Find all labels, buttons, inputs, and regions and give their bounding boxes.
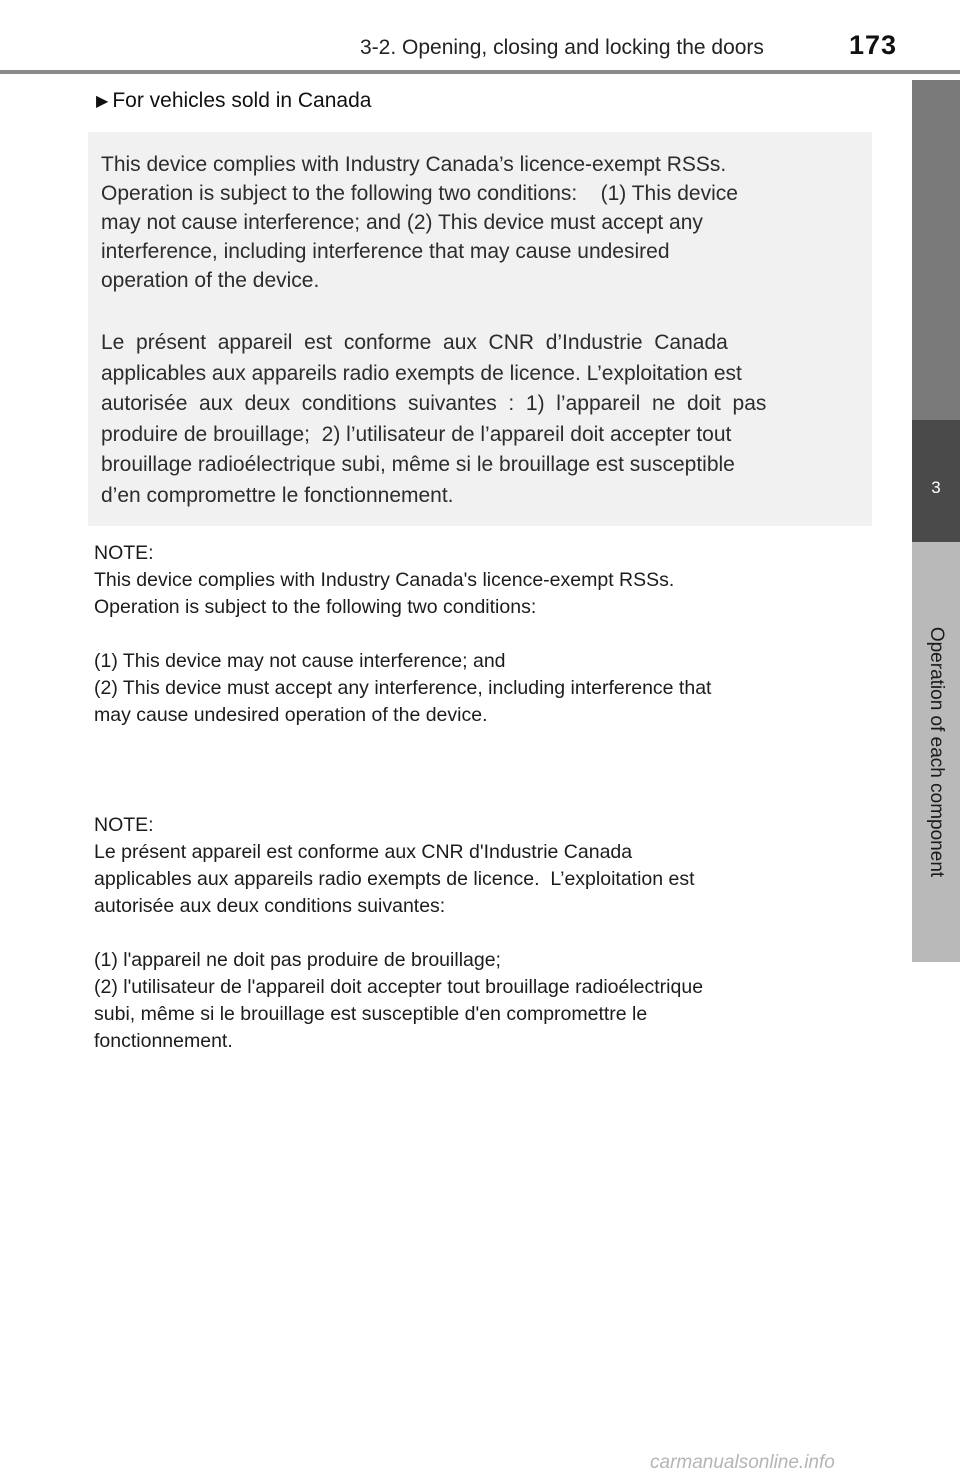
- triangle-right-icon: ▶: [96, 93, 109, 110]
- note-line: (1) l'appareil ne doit pas produire de brouillage;: [94, 949, 501, 971]
- label-line: brouillage radioélectrique subi, même si le brouillage est susceptible: [101, 453, 735, 476]
- label-line: autorisée aux deux conditions suivantes : 1) l’appareil ne doit pas: [101, 392, 767, 415]
- watermark: carmanualsonline.info: [650, 1452, 835, 1473]
- note-line: subi, même si le brouillage est susceptible d'en compromettre le: [94, 1003, 648, 1025]
- section-heading-text: For vehicles sold in Canada: [112, 89, 372, 112]
- note-line: (2) l'utilisateur de l'appareil doit accepter tout brouillage radioélectrique: [94, 976, 704, 998]
- label-line: produire de brouillage; 2) l’utilisateur de l’appareil doit accepter tout: [101, 422, 732, 446]
- side-tab-upper-band: [912, 80, 960, 420]
- note-blank-line: [94, 621, 854, 648]
- note-line: fonctionnement.: [94, 1030, 233, 1052]
- header-section-title: 3-2. Opening, closing and locking the doors: [360, 36, 764, 59]
- note-line: Le présent appareil est conforme aux CNR d'Industrie Canada: [94, 841, 633, 863]
- label-french-text: [101, 328, 831, 511]
- note-english: [94, 540, 854, 729]
- label-line: This device complies with Industry Canada’s licence-exempt RSSs.: [101, 153, 727, 176]
- chapter-number: 3: [931, 478, 941, 497]
- note-line: applicables aux appareils radio exempts de licence. L’exploitation est: [94, 868, 695, 890]
- chapter-title: Operation of each component: [926, 626, 947, 878]
- note-heading: NOTE:: [94, 542, 154, 564]
- note-line: Operation is subject to the following two conditions:: [94, 596, 537, 618]
- label-line: d’en compromettre le fonctionnement.: [101, 483, 454, 507]
- note-line: autorisée aux deux conditions suivantes:: [94, 895, 446, 917]
- page-number: 173: [849, 30, 898, 60]
- note-french: [94, 812, 854, 1055]
- note-heading: NOTE:: [94, 814, 154, 836]
- label-line: applicables aux appareils radio exempts de licence. L’exploitation est: [101, 361, 742, 385]
- label-line: operation of the device.: [101, 269, 320, 292]
- label-line: Operation is subject to the following two conditions: (1) This device: [101, 182, 738, 205]
- note-blank-line: [94, 920, 854, 947]
- header-divider: [0, 70, 960, 74]
- label-english-text: [101, 150, 831, 295]
- note-line: may cause undesired operation of the device.: [94, 704, 488, 726]
- label-line: Le présent appareil est conforme aux CNR d’Industrie Canada: [101, 331, 728, 354]
- note-line: (1) This device may not cause interference; and: [94, 650, 506, 672]
- note-line: (2) This device must accept any interference, including interference that: [94, 677, 712, 699]
- label-line: may not cause interference; and (2) This device must accept any: [101, 211, 703, 234]
- label-line: interference, including interference that may cause undesired: [101, 240, 670, 263]
- section-heading: [96, 89, 371, 113]
- note-line: This device complies with Industry Canada's licence-exempt RSSs.: [94, 569, 675, 591]
